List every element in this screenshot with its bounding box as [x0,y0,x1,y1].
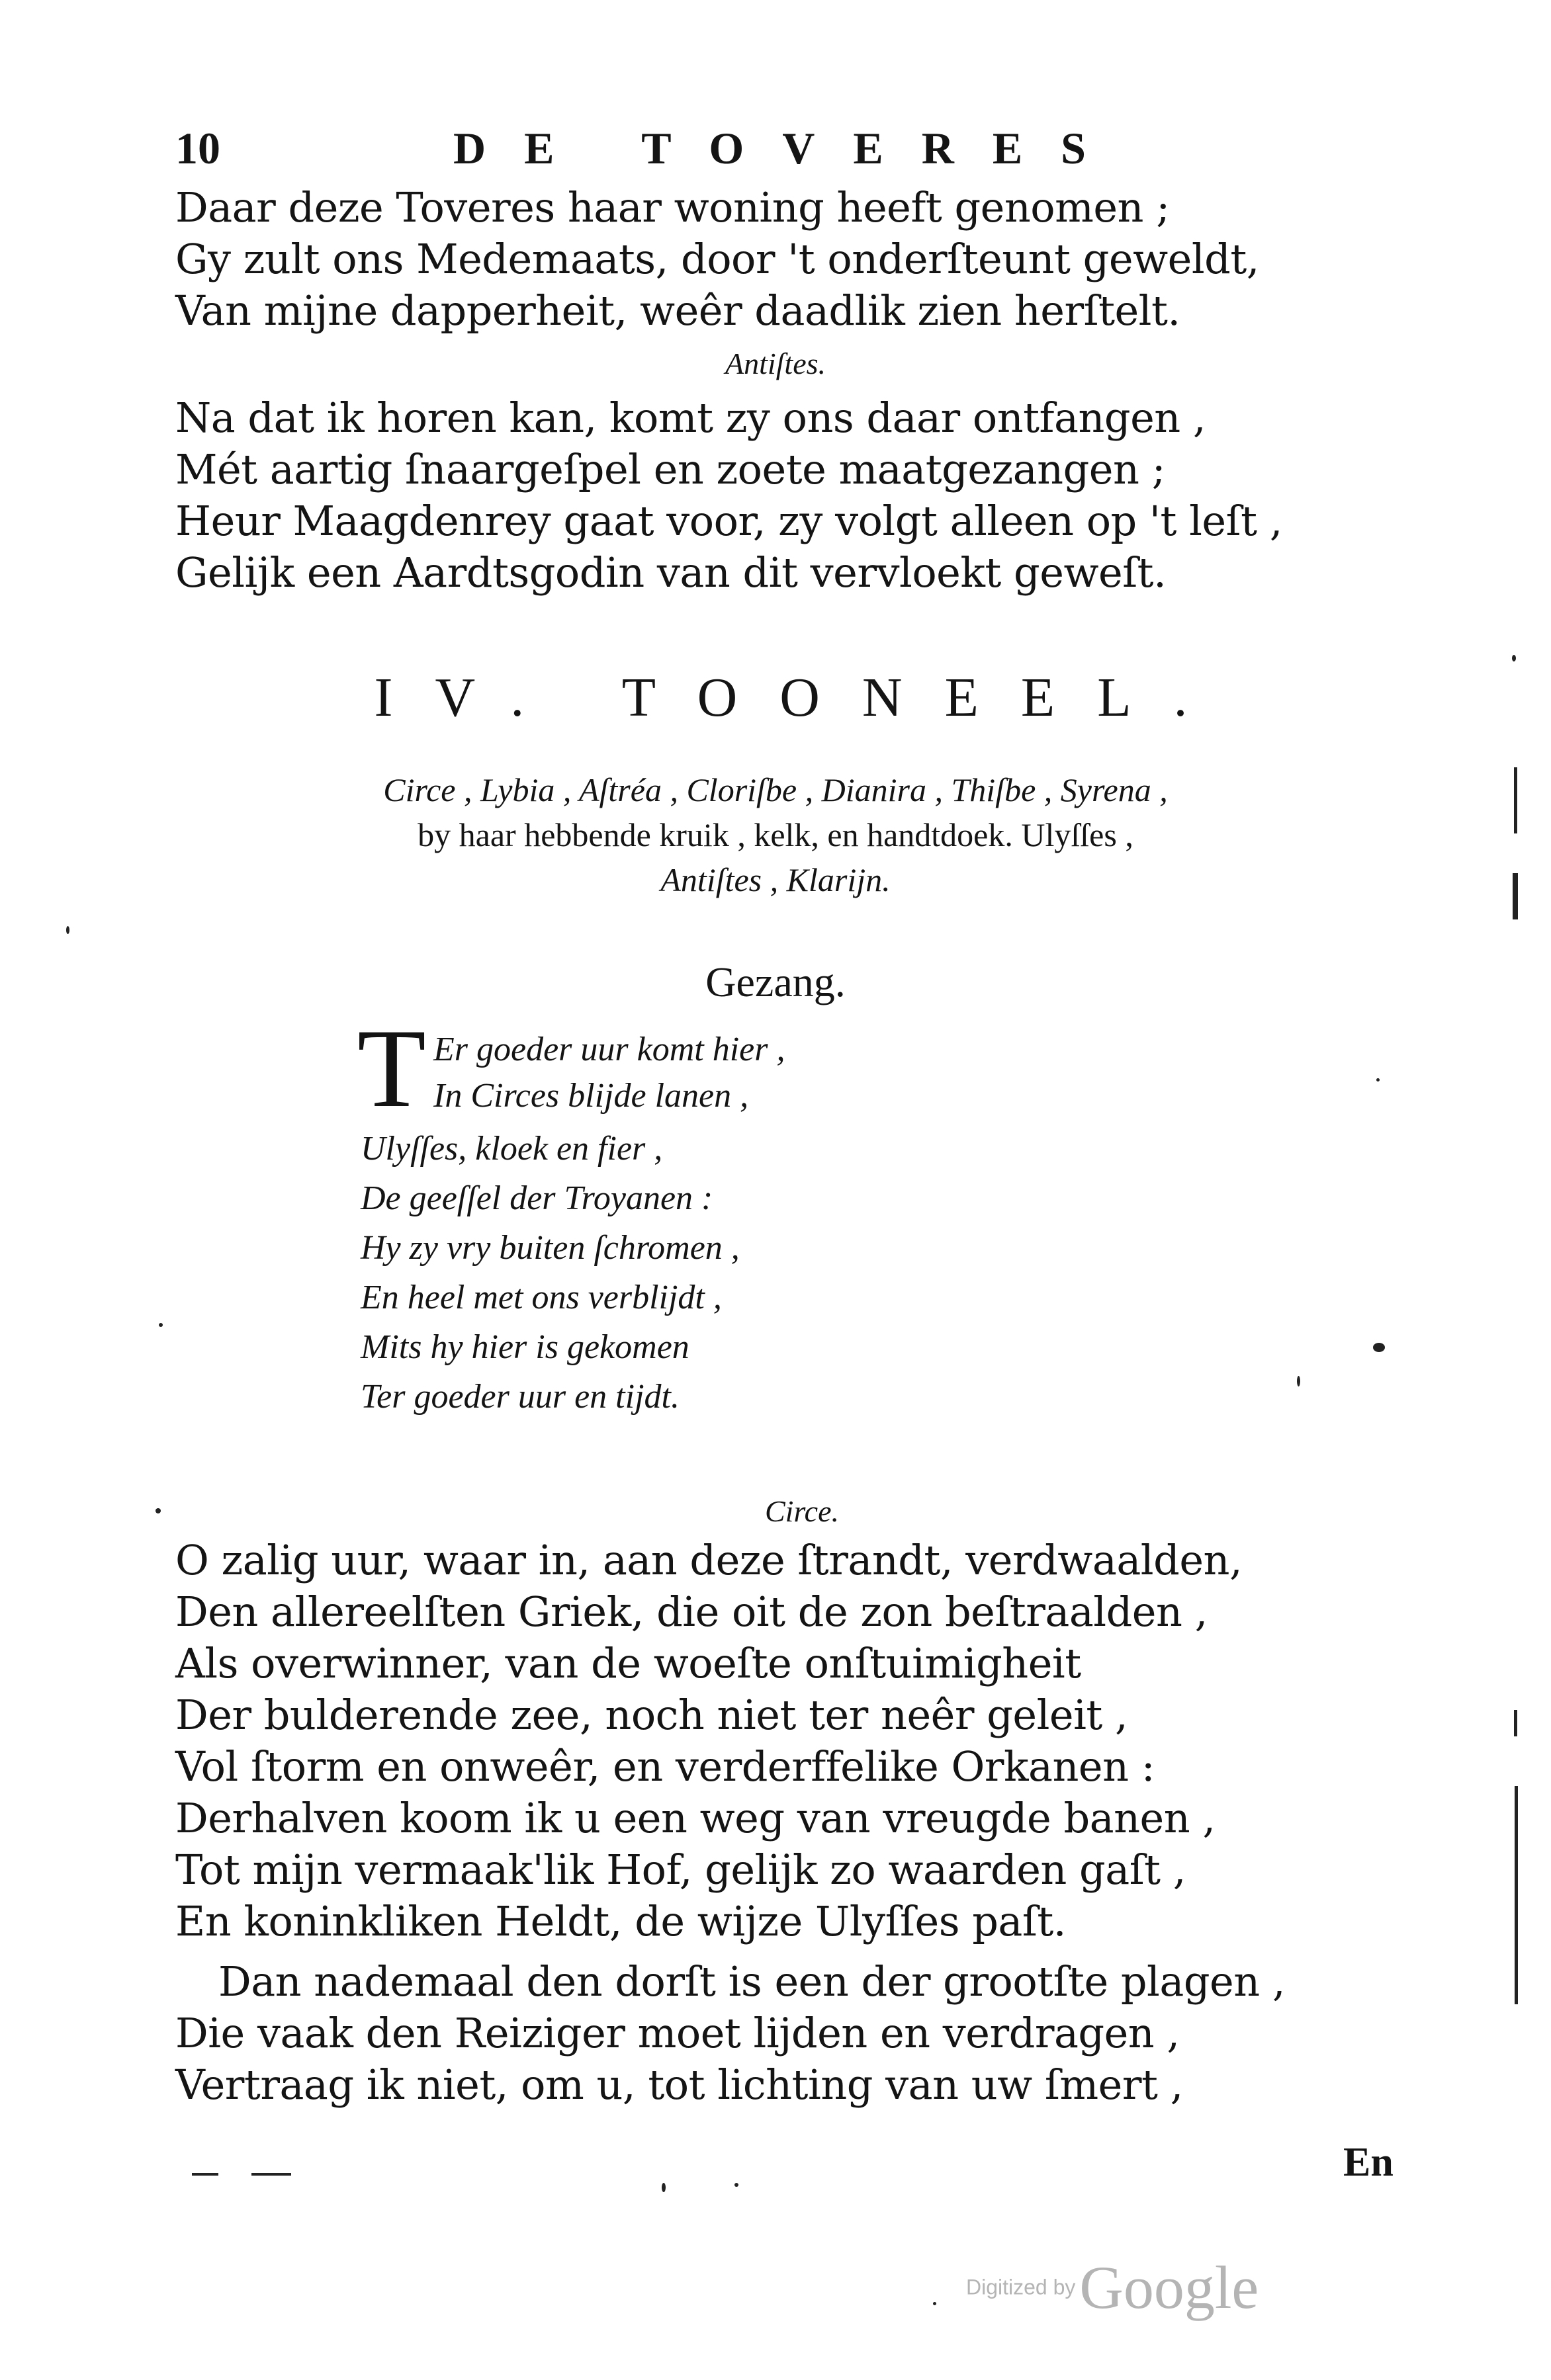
speaker-label: Circe. [765,1494,839,1528]
verse-line: Heur Maagdenrey gaat voor, zy volgt alleen op 't leſt , [175,497,1282,545]
verse-line: Gelijk een Aardtsgodin van dit vervloekt geweſt. [175,548,1167,597]
verse-line: Daar deze Toveres haar woning heeft genomen ; [175,183,1170,232]
song-line: De geeſſel der Troyanen : [361,1179,713,1217]
digitized-watermark [966,2252,1259,2322]
verse-line: Als overwinner, van de woeſte onſtuimigheit [175,1639,1081,1687]
verse-line: Mét aartig ſnaargeſpel en zoete maatgezangen ; [175,445,1165,493]
song-title: Gezang. [705,958,846,1005]
song-line: Ter goeder uur en tijdt. [361,1378,680,1416]
verse-line: Den allereelſten Griek, die oit de zon beſtraalden , [175,1588,1208,1636]
song-line: Er goeder uur komt hier , [433,1031,785,1068]
song-line: En heel met ons verblijdt , [361,1279,722,1316]
verse-line: O zalig uur, waar in, aan deze ſtrandt, verdwaalden, [175,1536,1243,1584]
scan-speck [192,2173,218,2176]
scan-speck [251,2173,291,2176]
scan-speck [933,2302,936,2305]
song-line: Mits hy hier is gekomen [361,1328,689,1366]
verse-line: Na dat ik horen kan, komt zy ons daar ontfangen , [175,394,1206,442]
song-line: In Circes blijde lanen , [433,1077,749,1115]
page-edge-mark [1513,873,1518,919]
watermark-prefix: Digitized by [966,2275,1076,2299]
scan-speck [66,926,69,934]
cast-line: Antiſtes , Klarijn. [660,861,891,898]
scan-speck [734,2183,738,2187]
drop-cap: T [357,1006,426,1130]
verse-line: Der bulderende zee, noch niet ter neêr geleit , [175,1691,1128,1739]
verse-line: Derhalven koom ik u een weg van vreugde banen , [175,1794,1216,1842]
verse-line: Tot mijn vermaak'lik Hof, gelijk zo waarden gaſt , [175,1846,1186,1894]
page-edge-mark [1514,767,1517,833]
scan-speck [662,2183,666,2192]
scan-speck [1512,655,1516,661]
cast-line: by haar hebbende kruik , kelk, en handtdoek. Ulyſſes , [418,816,1133,853]
song-line: Hy zy vry buiten ſchromen , [361,1229,740,1267]
verse-line: En koninkliken Heldt, de wijze Ulyſſes paſt. [175,1897,1066,1945]
running-title: DE TOVERES [453,123,1124,173]
watermark-brand: Google [1079,2254,1259,2321]
cast-line: Circe , Lybia , Aſtréa , Cloriſbe , Dianira , Thiſbe , Syrena , [383,771,1168,808]
speaker-label: Antiſtes. [725,347,826,380]
page-edge-mark [1514,1710,1517,1736]
page-number: 10 [175,123,220,173]
scene-title: IV. TOONEEL. [374,667,1230,728]
song-line: Ulyſſes, kloek en fier , [361,1130,663,1168]
verse-line: Vol ſtorm en onweêr, en verderffelike Orkanen : [175,1742,1155,1791]
verse-line: Die vaak den Reiziger moet lijden en verdragen , [175,2009,1180,2057]
verse-line: Dan nademaal den dorſt is een der grootſte plagen , [218,1957,1286,2006]
scan-speck [1373,1343,1385,1352]
scan-speck [1376,1078,1380,1082]
scan-speck [155,1508,161,1513]
scan-speck [159,1323,163,1327]
running-header [175,122,1135,175]
verse-line: Van mijne dapperheit, weêr daadlik zien herſtelt. [175,286,1180,335]
scan-speck [1297,1376,1300,1386]
verse-line: Gy zult ons Medemaats, door 't onderſteunt geweldt, [175,235,1259,283]
page-edge-mark [1515,1786,1518,2004]
catchword: En [1343,2140,1394,2185]
verse-line: Vertraag ik niet, om u, tot lichting van uw ſmert , [175,2061,1183,2109]
